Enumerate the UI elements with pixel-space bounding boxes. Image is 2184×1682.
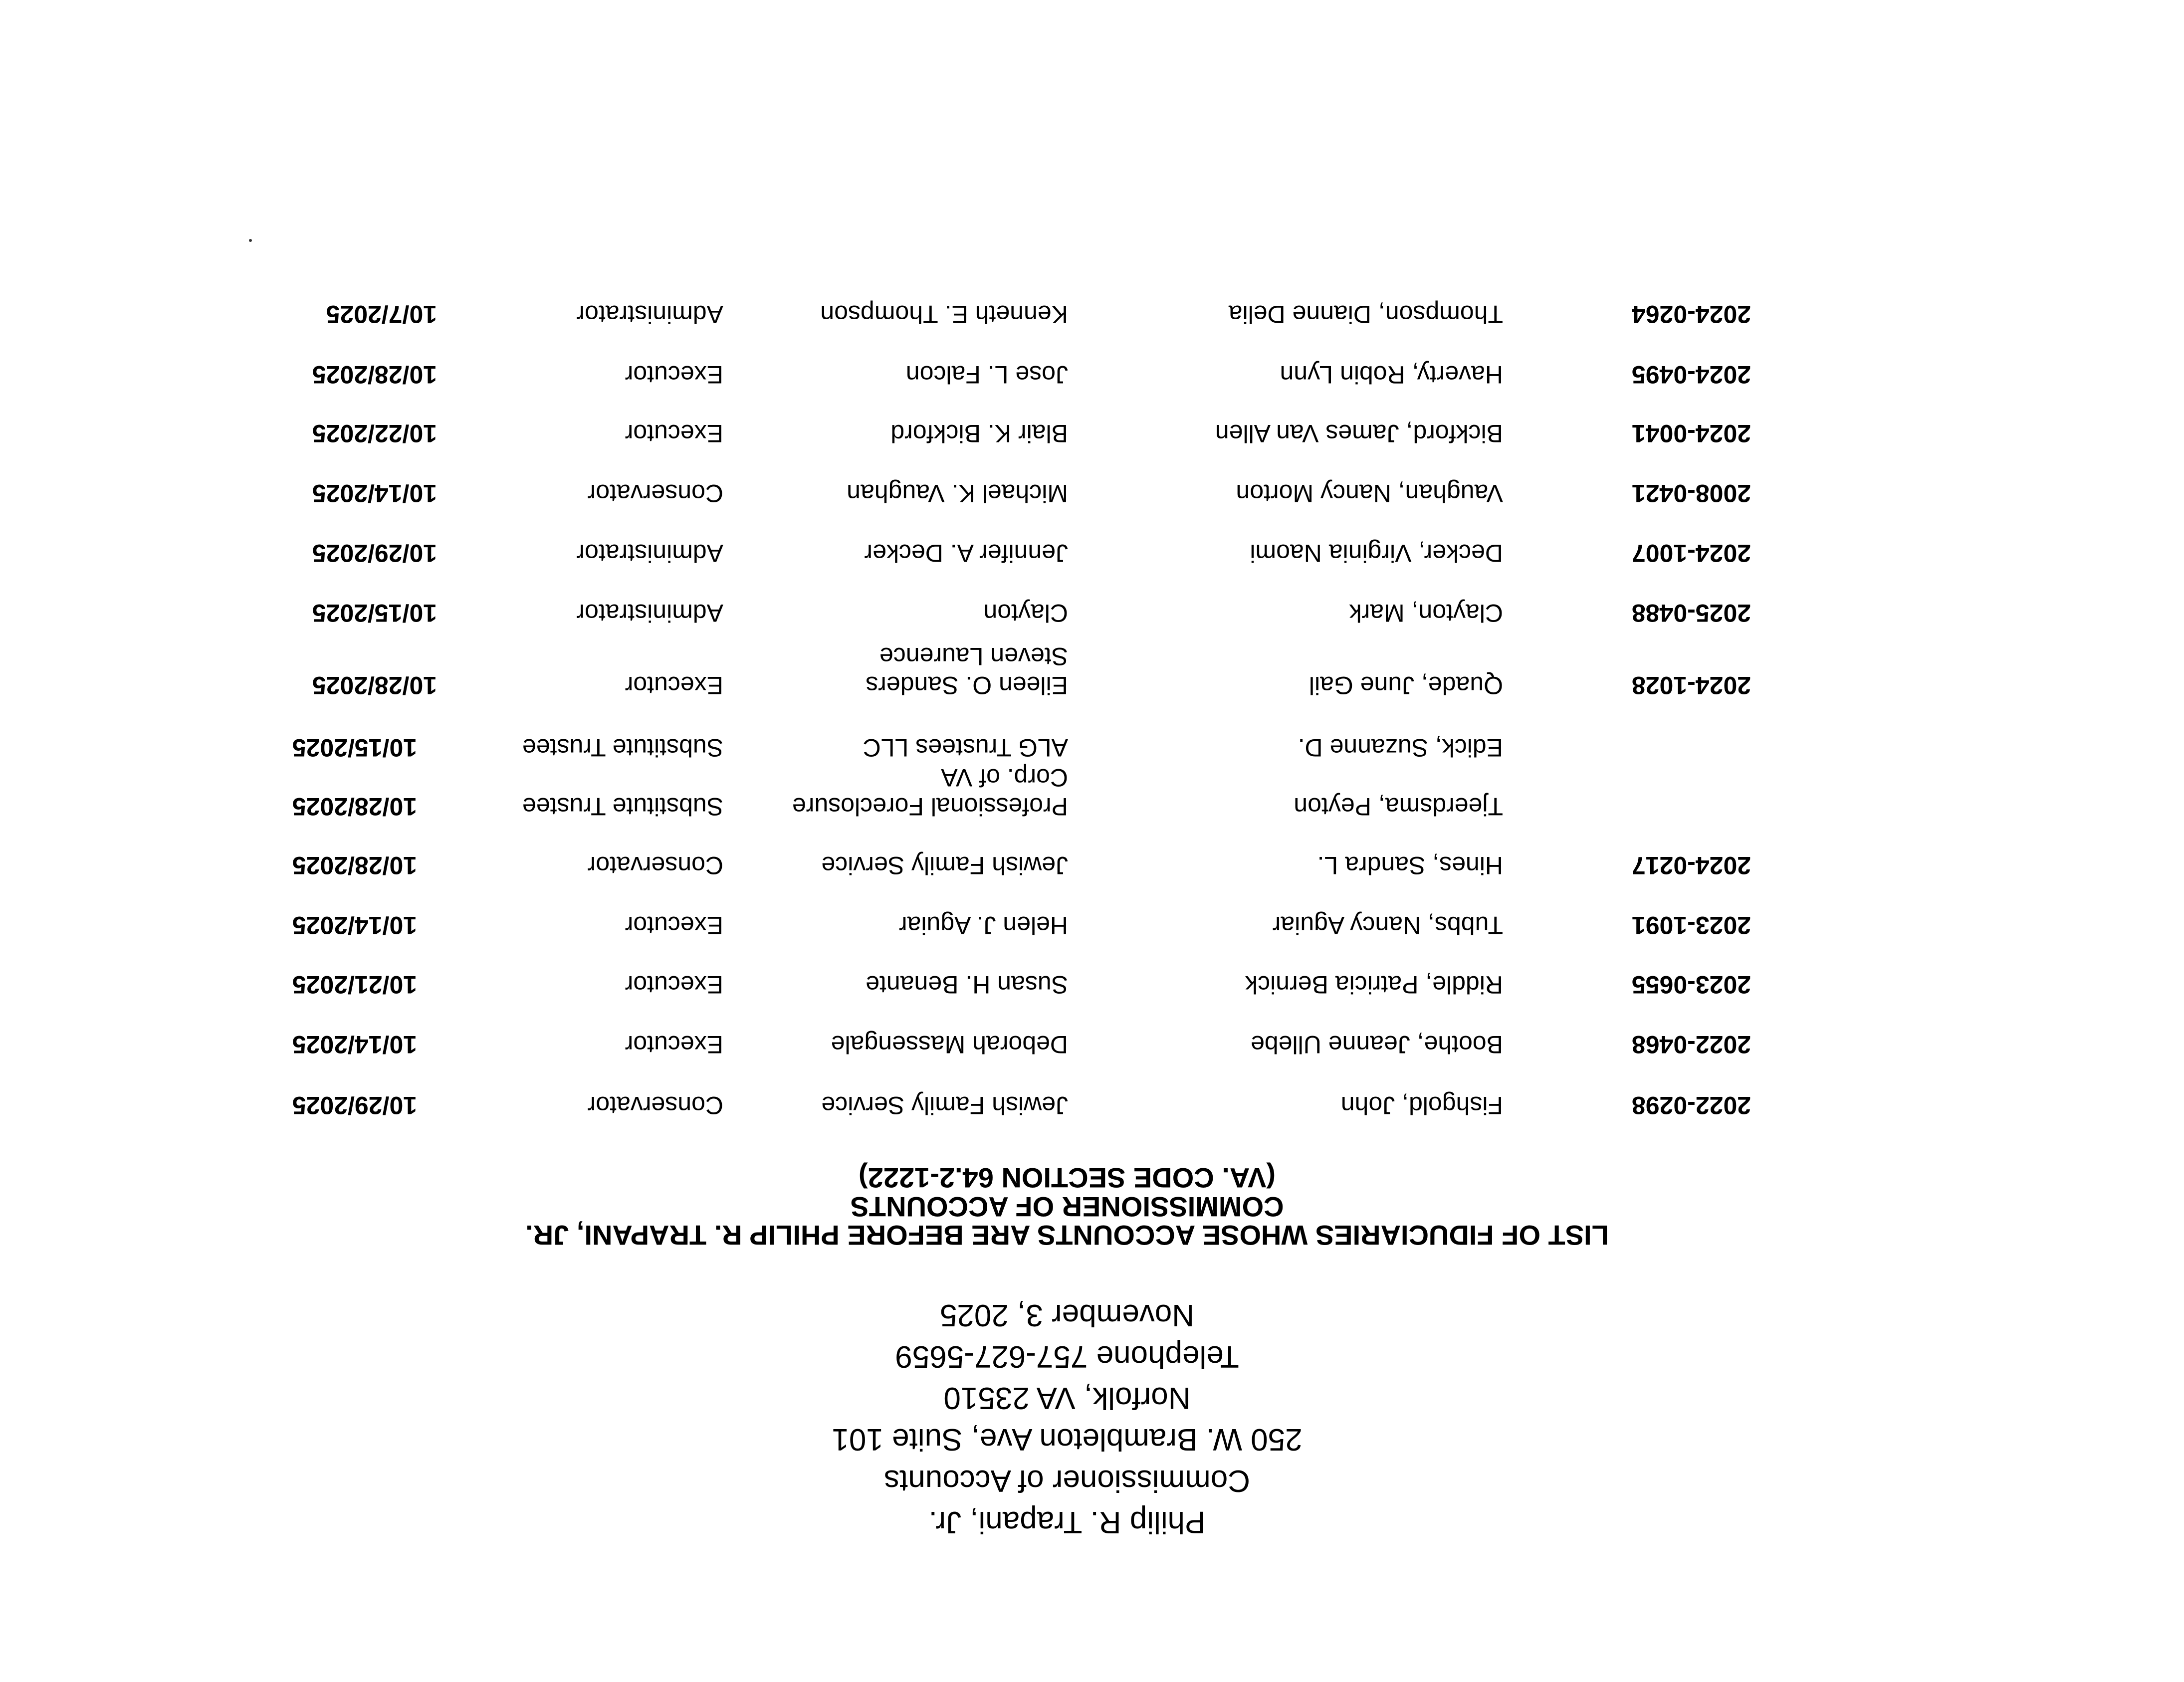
fiduciary-name: Eileen O. Sanders (866, 671, 1068, 699)
fiduciary-role: Administrator (576, 300, 723, 328)
fiduciary-name: Deborah Massengale (831, 1031, 1068, 1058)
fiduciary-role: Conservator (587, 479, 723, 507)
city-address: Norfolk, VA 23510 (943, 1381, 1191, 1415)
account-date: 10/14/2025 (312, 479, 437, 507)
fiduciary-name: Clayton (983, 599, 1068, 627)
decedent-name: Clayton, Mark (1349, 599, 1503, 627)
account-date: 10/15/2025 (312, 599, 437, 627)
scan-speck (249, 239, 252, 242)
list-title: LIST OF FIDUCIARIES WHOSE ACCOUNTS ARE BEFORE PHILIP R. TRAPANI, JR. (525, 1220, 1609, 1251)
fiduciary-name: Susan H. Benante (866, 971, 1068, 999)
account-date: 10/29/2025 (292, 1091, 417, 1119)
fiduciary-role: Executor (625, 911, 723, 939)
fiduciary-name: ALG Trustees LLC (863, 734, 1068, 762)
case-number: 2008-0421 (1631, 479, 1751, 507)
case-number: 2024-0217 (1631, 851, 1751, 879)
code-section: (VA. CODE SECTION 64.2-1222) (858, 1162, 1276, 1194)
fiduciary-role: Executor (625, 420, 723, 447)
account-date: 10/28/2025 (312, 361, 437, 389)
account-date: 10/14/2025 (292, 911, 417, 939)
account-date: 10/22/2025 (312, 420, 437, 447)
office-title: Commissioner of Accounts (884, 1464, 1250, 1498)
case-number: 2024-0495 (1631, 361, 1751, 389)
fiduciary-role: Executor (625, 361, 723, 389)
fiduciary-role: Executor (625, 971, 723, 999)
fiduciary-role: Conservator (587, 851, 723, 879)
telephone: Telephone 757-627-5659 (895, 1339, 1239, 1374)
fiduciary-role: Administrator (576, 539, 723, 567)
case-number: 2024-1028 (1631, 671, 1751, 699)
fiduciary-name: Blair K. Bickford (890, 420, 1068, 447)
decedent-name: Haverty, Robin Lynn (1280, 361, 1503, 389)
document-date: November 3, 2025 (939, 1298, 1195, 1332)
fiduciary-name: Jewish Family Service (821, 851, 1068, 879)
fiduciary-name: Helen J. Aguiar (898, 911, 1068, 939)
fiduciary-name: Michael K. Vaughan (847, 479, 1068, 507)
account-date: 10/28/2025 (292, 851, 417, 879)
decedent-name: Thompson, Dianne Delia (1228, 300, 1503, 328)
account-date: 10/28/2025 (312, 671, 437, 699)
fiduciary-role: Executor (625, 671, 723, 699)
case-number: 2023-0655 (1631, 971, 1751, 999)
fiduciary-name: Jose L. Falcon (905, 361, 1068, 389)
fiduciary-role: Substitute Trustee (522, 734, 723, 762)
decedent-name: Tubbs, Nancy Aguiar (1272, 911, 1503, 939)
decedent-name: Edick, Suzanne D. (1298, 734, 1503, 762)
decedent-name: Bickford, James Van Allen (1215, 420, 1503, 447)
list-subtitle: COMMISSIONER OF ACCOUNTS (850, 1191, 1284, 1223)
account-date: 10/29/2025 (312, 539, 437, 567)
decedent-name: Tjeerdsma, Peyton (1294, 793, 1503, 821)
fiduciary-name: Jewish Family Service (821, 1091, 1068, 1119)
fiduciary-name: Steven Laurence (879, 642, 1068, 670)
fiduciary-name: Jennifer A. Decker (864, 539, 1068, 567)
account-date: 10/21/2025 (292, 971, 417, 999)
case-number: 2023-1091 (1631, 911, 1751, 939)
fiduciary-role: Conservator (587, 1091, 723, 1119)
fiduciary-role: Substitute Trustee (522, 793, 723, 821)
case-number: 2022-0468 (1631, 1031, 1751, 1058)
account-date: 10/14/2025 (292, 1031, 417, 1058)
decedent-name: Hines, Sandra L. (1317, 851, 1503, 879)
account-date: 10/15/2025 (292, 734, 417, 762)
decedent-name: Decker, Virginia Naomi (1250, 539, 1503, 567)
fiduciary-name: Corp. of VA (941, 764, 1068, 792)
case-number: 2024-1007 (1631, 539, 1751, 567)
account-date: 10/7/2025 (326, 300, 437, 328)
fiduciary-name: Professional Foreclosure (792, 793, 1068, 821)
fiduciary-role: Executor (625, 1031, 723, 1058)
decedent-name: Fishgold, John (1340, 1091, 1503, 1119)
decedent-name: Quade, June Gail (1309, 671, 1503, 699)
commissioner-name: Philip R. Trapani, Jr. (928, 1505, 1206, 1539)
fiduciary-name: Kenneth E. Thompson (820, 300, 1068, 328)
case-number: 2024-0264 (1631, 300, 1751, 328)
decedent-name: Boothe, Jeanne Ullebe (1251, 1031, 1503, 1058)
decedent-name: Riddle, Patricia Bernick (1245, 971, 1503, 999)
decedent-name: Vaughan, Nancy Morton (1236, 479, 1503, 507)
account-date: 10/28/2025 (292, 793, 417, 821)
fiduciary-role: Administrator (576, 599, 723, 627)
case-number: 2022-0298 (1631, 1091, 1751, 1119)
case-number: 2024-0041 (1631, 420, 1751, 447)
case-number: 2025-0488 (1631, 599, 1751, 627)
street-address: 250 W. Brambleton Ave, Suite 101 (832, 1422, 1303, 1457)
